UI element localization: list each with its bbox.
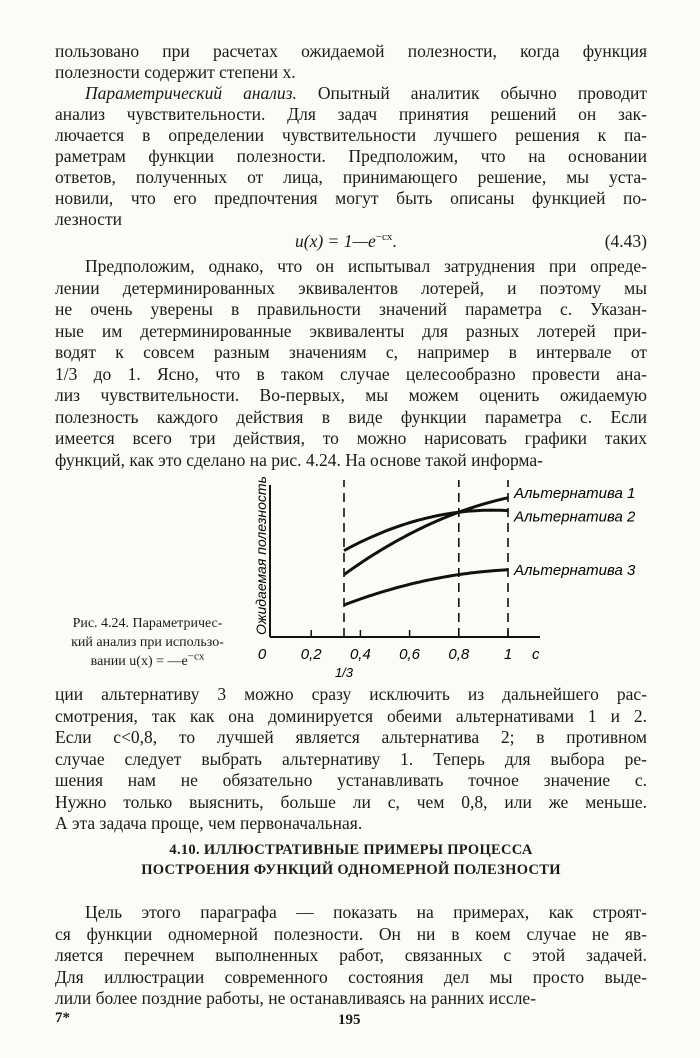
x-tick-label: 1 — [503, 646, 513, 663]
y-axis-label: Ожидаемая полезность — [253, 476, 269, 635]
paragraph-line: водят к совсем разным значениям c, например в интервале от — [55, 342, 647, 362]
paragraph-line: Предположим, однако, что он испытывал затруднения при опреде- — [85, 256, 647, 276]
x-axis-label: c — [532, 646, 540, 663]
formula — [295, 231, 397, 251]
series-line-alternative-3 — [344, 570, 508, 605]
paragraph-line: смотрения, так как она доминируется обеими альтернативами 1 и 2. — [55, 705, 647, 726]
formula-body: u(x) = 1—e — [295, 231, 376, 251]
caption-text: вании u(x) = —e — [90, 654, 188, 669]
caption-exponent: −cx — [187, 650, 205, 663]
paragraph-line: шения нам не обязательно устанавливать точное значение c. — [55, 770, 647, 790]
page-number: 195 — [338, 1012, 361, 1028]
paragraph-line: 1/3 до 1. Ясно, что в таком случае целесообразно провести ана- — [55, 363, 647, 384]
paragraph-line: функций, как это сделано на рис. 4.24. На основе такой информа- — [55, 449, 543, 470]
signature-mark: 7* — [55, 1010, 70, 1026]
paragraph-line: Нужно только выяснить, больше ли c, чем 0,8, или же меньше. — [55, 791, 647, 812]
paragraph-line: ляется перечнем выполненных работ, связанных с этой задачей. — [55, 945, 647, 965]
equation-number: (4.43) — [604, 231, 647, 251]
figure-4-24-chart — [0, 470, 700, 685]
equation-4-43 — [55, 231, 647, 251]
paragraph-line: анализ чувствительности. Для задач принятия решений он зак- — [55, 104, 647, 124]
paragraph-line: случае следует выбрать альтернативу 1. Теперь для выбора ре- — [55, 748, 647, 769]
paragraph-line: лили более поздние работы, не останавливаясь на ранних иссле- — [55, 988, 537, 1008]
paragraph-line: пользовано при расчетах ожидаемой полезности, когда функция — [55, 41, 647, 61]
formula-end: . — [392, 231, 397, 251]
paragraph-line: А эта задача проще, чем первоначальная. — [55, 813, 363, 833]
text-span: Опытный аналитик обычно проводит — [317, 83, 647, 103]
figure-caption-line: кий анализ при использо- — [71, 635, 224, 650]
paragraph-line: имеется всего три действия, то можно нарисовать графики таких — [55, 428, 647, 448]
paragraph-line: полезность каждого действия в виде функции параметра c. Если — [55, 406, 647, 427]
paragraph-line: лении детерминированных эквивалентов лотерей, и поэтому мы — [55, 277, 647, 298]
section-heading: ПОСТРОЕНИЯ ФУНКЦИЙ ОДНОМЕРНОЙ ПОЛЕЗНОСТИ — [141, 862, 561, 878]
paragraph-line: лючается в определении чувствительности лучшего решения к па- — [55, 125, 647, 145]
figure-caption-line: Рис. 4.24. Параметричес- — [72, 616, 223, 631]
italic-lead: Параметрический анализ. — [85, 83, 297, 103]
x-tick-label: 0,2 — [300, 646, 322, 663]
section-heading: 4.10. ИЛЛЮСТРАТИВНЫЕ ПРИМЕРЫ ПРОЦЕССА — [169, 842, 533, 858]
x-tick-label: 1/3 — [334, 665, 354, 680]
x-tick-label: 0,8 — [448, 646, 470, 663]
paragraph-line: лиз чувствительности. Во-первых, мы можем оценить ожидаемую — [55, 385, 647, 405]
paragraph-line: полезности содержит степени x. — [55, 62, 296, 82]
paragraph-line: не очень уверены в правильности значений параметра c. Указан- — [55, 299, 647, 319]
x-tick-label: 0 — [257, 646, 267, 663]
paragraph-line: ные им детерминированные эквиваленты для разных лотерей при- — [55, 320, 647, 341]
series-label-alternative-1: Альтернатива 1 — [514, 484, 636, 502]
paragraph-line: раметрам функции полезности. Предположим, что на основании — [55, 146, 647, 166]
x-tick-label: 0,4 — [349, 646, 371, 663]
paragraph-line: Если c<0,8, то лучшей является альтернатива 2; в противном — [55, 727, 647, 747]
paragraph-line: ции альтернативу 3 можно сразу исключить из дальнейшего рас- — [55, 684, 647, 704]
paragraph-line — [85, 83, 647, 103]
paragraph-line: лезности — [55, 209, 122, 229]
series-label-alternative-3: Альтернатива 3 — [514, 561, 636, 579]
paragraph-line: ответов, полученных от лица, принимающего решение, мы уста- — [55, 167, 647, 187]
x-tick-label: 0,6 — [399, 646, 421, 663]
paragraph-line: Цель этого параграфа — показать на примерах, как строят- — [85, 902, 647, 922]
formula-exponent: −cx — [375, 231, 393, 244]
series-line-alternative-2 — [344, 510, 508, 550]
paragraph-line: ся функции одномерной полезности. Он ни в коем случае не яв- — [55, 923, 647, 944]
paragraph-line: Для иллюстрации современного состояния дел мы просто выде- — [55, 966, 647, 987]
series-label-alternative-2: Альтернатива 2 — [514, 508, 636, 526]
paragraph-line: новили, что его предпочтения могут быть описаны функцией по- — [55, 188, 647, 208]
